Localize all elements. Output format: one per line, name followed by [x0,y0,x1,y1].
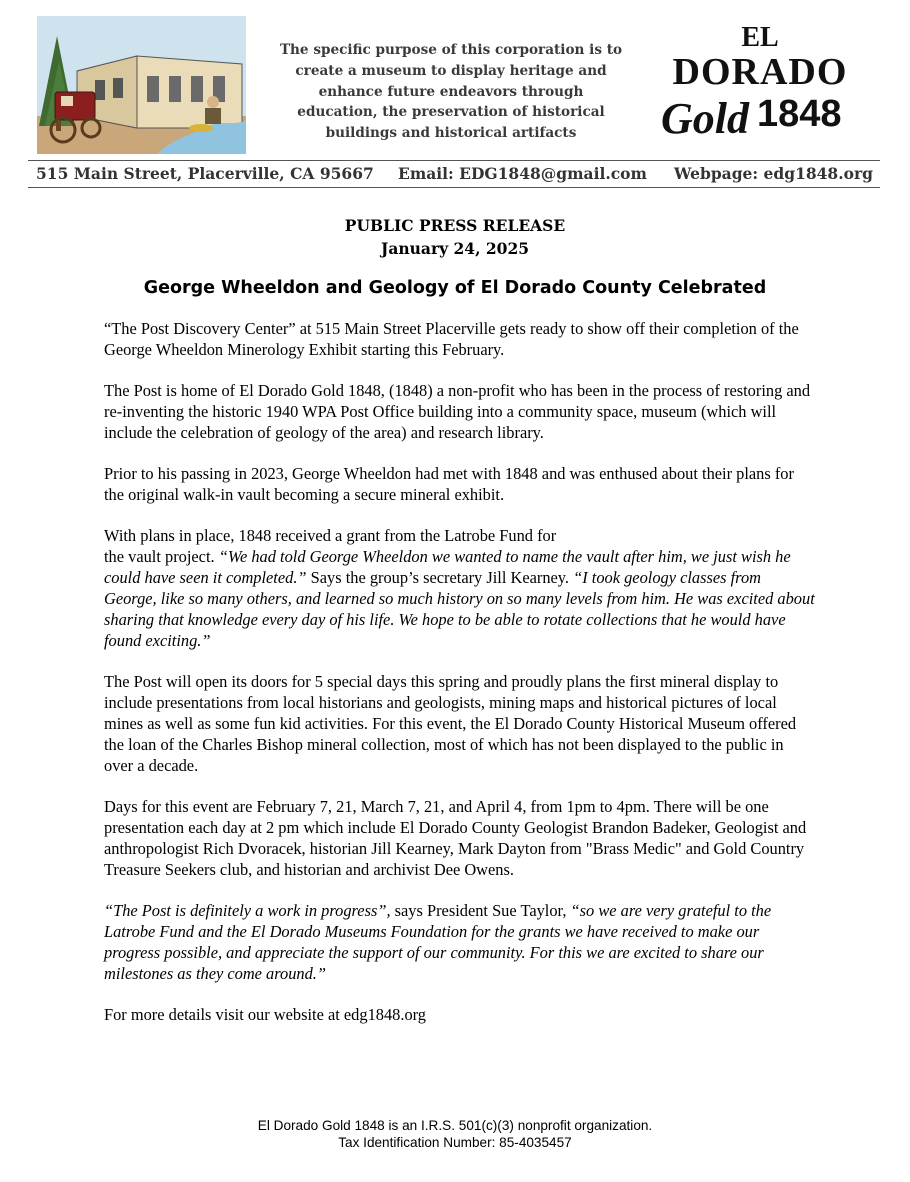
text: Says the group’s secretary Jill Kearney. [306,568,574,587]
webpage[interactable]: Webpage: edg1848.org [674,164,873,183]
post-office-illustration-icon [37,16,246,154]
release-date: January 24, 2025 [380,239,530,258]
mission-line: education, the preservation of historical [297,104,605,121]
footer [0,1117,910,1151]
paragraph: The Post will open its doors for 5 special days this spring and proudly plans the first mineral display to include presentations from local historians and geologists, mining maps and historical pictures of local mines as well as some fun kid activities. For this event, the El Dorado County Historical Museum offered the loan of the Charles Bishop mineral collection, most of which has not been displayed to the public in over a decade. [104,672,797,775]
text: says President Sue Taylor, [390,901,571,920]
mission-line: enhance future endeavors through [318,83,584,100]
mission-line: buildings and historical artifacts [325,125,577,142]
address: 515 Main Street, Placerville, CA 95667 [36,164,374,183]
email[interactable]: Email: EDG1848@gmail.com [398,164,647,183]
quote: “We had told George Wheeldon we wanted to name the vault after him, we just wish he could have seen it completed.” [104,547,791,587]
logo-year: 1848 [757,93,842,135]
text: With plans in place, 1848 received a grant from the Latrobe Fund for [104,526,557,545]
mission-line: create a museum to display heritage and [295,62,607,79]
paragraph-quote-vault [104,525,816,651]
paragraph-website: For more details visit our website at edg1848.org [104,1005,426,1024]
logo-dorado: DORADO [672,51,848,93]
paragraph: The Post is home of El Dorado Gold 1848, (1848) a non-profit who has been in the process of restoring and re-inventing the historic 1940 WPA Post Office building into a community space, museum (which will include the celebration of geology of the area) and research library. [104,381,811,442]
paragraph: Days for this event are February 7, 21, March 7, 21, and April 4, from 1pm to 4pm. There will be one presentation each day at 2 pm which include El Dorado County Geologist Brandon Badeker, Geologist and anthropologist Rich Dvoracek, historian Jill Kearney, Mark Dayton from "Brass Medic" and Gold Country Treasure Seekers club, and historian and archivist Dee Owens. [104,797,807,879]
mission-line: The specific purpose of this corporation is to [279,42,623,58]
text: the vault project. [104,547,219,566]
footer-nonprofit: El Dorado Gold 1848 is an I.R.S. 501(c)(3) nonprofit organization. [257,1118,653,1133]
quote: “The Post is definitely a work in progress”, [104,901,391,920]
paragraph-president-quote [104,900,816,984]
footer-tax-id: Tax Identification Number: 85-4035457 [338,1135,572,1150]
quote: “so we are very grateful to the Latrobe Fund and the El Dorado Museums Foundation for the grants we have received to make our progress possible, and appreciate the support of our community. For this we are excited to share our milestones as they come around.” [104,901,772,983]
mission-statement [262,40,640,144]
article-body [104,318,816,1045]
el-dorado-gold-logo [655,18,865,146]
paragraph: Prior to his passing in 2023, George Wheeldon had met with 1848 and was enthused about their plans for the original walk-in vault becoming a secure mineral exhibit. [104,464,794,504]
logo-el: EL [741,22,779,53]
quote: “I took geology classes from George, like so many others, and learned so much history on so many levels from him. He was excited about sharing that knowledge every day of his life. We hope to be able to rotate collections that he would have found exciting.” [104,568,815,650]
release-label: PUBLIC PRESS RELEASE [344,216,566,235]
paragraph: “The Post Discovery Center” at 515 Main Street Placerville gets ready to show off their completion of the George Wheeldon Minerology Exhibit starting this February. [104,319,799,359]
headline: George Wheeldon and Geology of El Dorado County Celebrated [143,278,767,298]
contact-bar [28,160,880,188]
logo-gold: Gold [661,94,749,143]
